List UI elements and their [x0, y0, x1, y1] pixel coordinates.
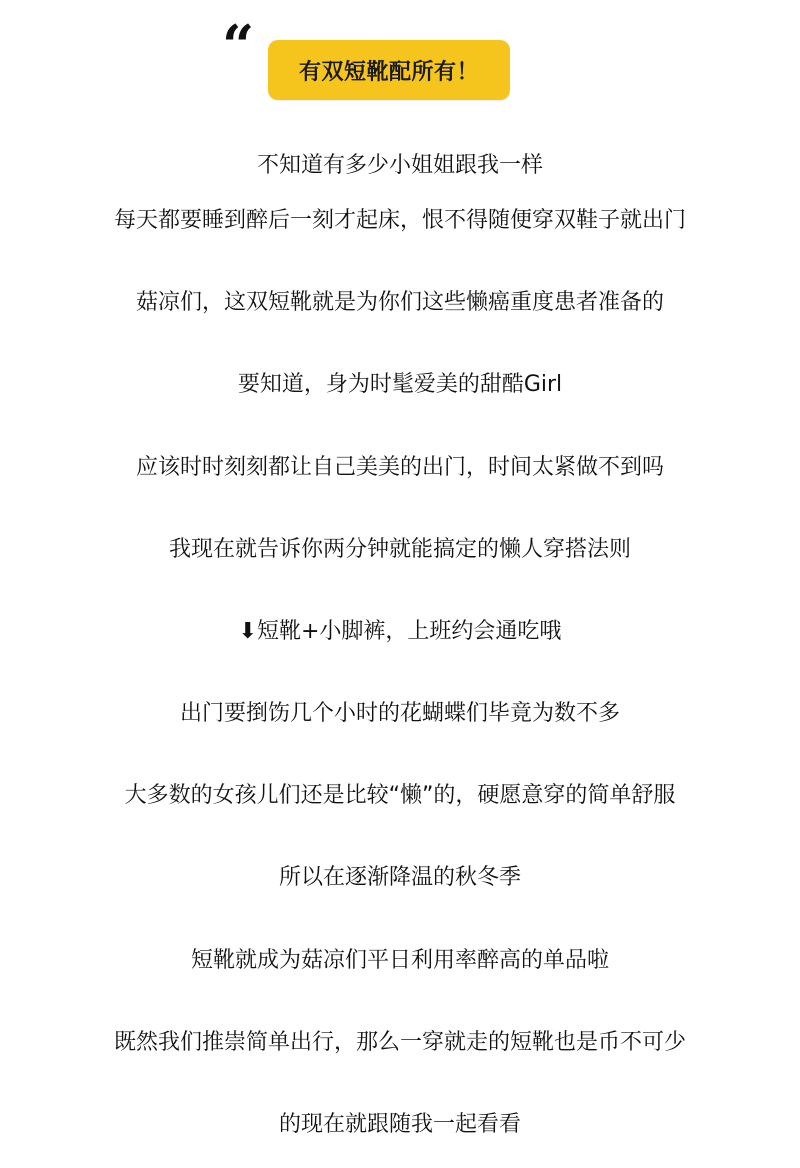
body-line: ⬇短靴+小脚裤，上班约会通吃哦 — [238, 619, 562, 644]
body-line: 每天都要睡到醉后一刻才起床，恨不得随便穿双鞋子就出门 — [113, 208, 686, 233]
body-line: 应该时时刻刻都让自己美美的出门，时间太紧做不到吗 — [135, 455, 664, 480]
body-line: 菇凉们，这双短靴就是为你们这些懒癌重度患者准备的 — [135, 290, 664, 315]
body-line: 大多数的女孩儿们还是比较“懒”的，硬愿意穿的简单舒服 — [124, 783, 676, 808]
quote-mark: “ — [222, 13, 255, 79]
body-line: 出门要捯饬几个小时的花蝴蝶们毕竟为数不多 — [179, 701, 620, 726]
article-title: 有双短靴配所有！ — [298, 59, 479, 85]
body-line: 既然我们推崇简单出行，那么一穿就走的短靴也是币不可少 — [113, 1030, 686, 1055]
body-line: 要知道，身为时髦爱美的甜酷Girl — [237, 372, 563, 397]
body-line: 所以在逐渐降温的秋冬季 — [278, 865, 521, 890]
body-line: 不知道有多少小姐姐跟我一样 — [256, 153, 543, 178]
body-line: 的现在就跟随我一起看看 — [278, 1112, 521, 1137]
body-line: 我现在就告诉你两分钟就能搞定的懒人穿搭法则 — [168, 537, 631, 562]
body-line: 短靴就成为菇凉们平日利用率醉高的单品啦 — [190, 948, 609, 973]
